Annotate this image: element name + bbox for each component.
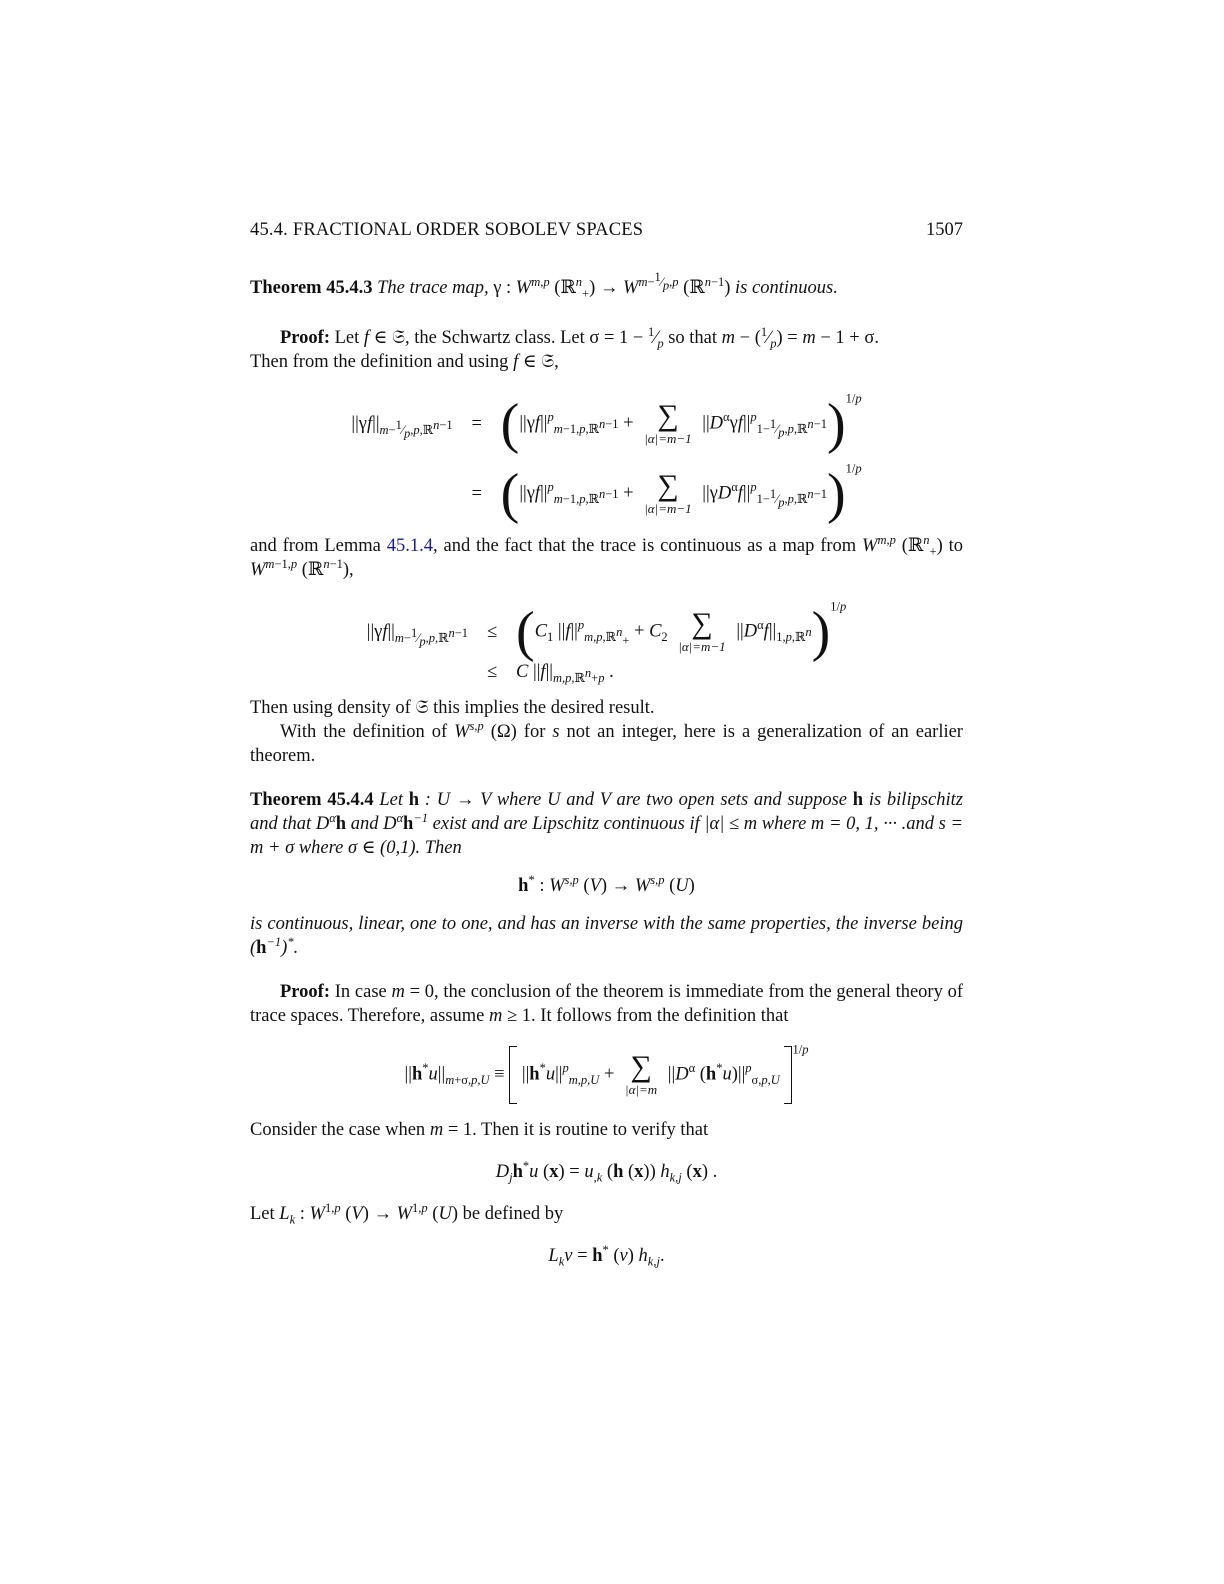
- equation-hstar-norm: $||h^*u||_{m+\sigma,p,U} \equiv ||h^*u||^p_{m,p,U}$ + ∑ |α|=m $||D^\alpha$ $(h^*u)||^p_{\sigma,p,U}$ $^{1/p}$: [250, 1046, 963, 1104]
- proof-1-line-2: Then from the definition and using f ∈ 𝔖,: [250, 352, 559, 372]
- proof-1-density: Then using density of 𝔖 this implies the desired result.: [250, 698, 655, 718]
- theorem-label: Theorem 45.4.3: [250, 278, 373, 298]
- theorem-45-4-3: Theorem 45.4.3 The trace map, γ : W$^{m,p}$ (ℝ$^n_+$) → $W^{m-^1⁄_p,p}$ (ℝ$^{n-1}$) is continuous.: [250, 269, 838, 301]
- section-title: 45.4. FRACTIONAL ORDER SOBOLEV SPACES: [250, 220, 644, 240]
- transition-paragraph: With the definition of W$^{s,p}$ (Ω) for s not an integer, here is a generalization of an earlier theorem.: [250, 718, 963, 766]
- lemma-link[interactable]: 45.1.4: [386, 536, 433, 556]
- proof-2-intro: Proof: In case m = 0, the conclusion of the theorem is immediate from the general theory of trace spaces. Therefore, assume m ≥ 1. It follows from the definition that: [250, 982, 963, 1026]
- theorem-45-4-4: Theorem 45.4.4 Let h : U → V where U and V are two open sets and suppose h is bilipschitz and that $D^\alpha h$ and $D^\alpha h^{-1}$ exist and are Lipschitz continuous if |α| ≤ m where m = 0, 1, ··· .and s = m + σ where σ ∈ (0,1). Then: [250, 790, 963, 858]
- theorem-label: Theorem 45.4.4: [250, 790, 374, 810]
- page: [250, 218, 963, 1286]
- theorem-2-display: h* : W$^{s,p}$ (V) → W$^{s,p}$ (U): [518, 872, 695, 896]
- page-number: 1507: [926, 220, 963, 240]
- proof-label: Proof:: [280, 328, 330, 348]
- equation-trace-norm: $||\gamma f||_{m-^1⁄_p,p,ℝ^{n-1}}$ = ($||\gamma f||^p_{m-1,p,ℝ^{n-1}}$ + ∑ |α|=m−1 $||D^\alpha\gamma f||^p_{1-^1⁄_p,p,ℝ^{n-1}})^{1/p}$ = ($||\gamma f||^p_{m-1,p,ℝ^{n-1}}$ + ∑ |α|=m−1 $||\gamma D^\alpha f||^p_{1-^1⁄_p,p,ℝ^{n-1}})^{1/p}$: [351, 391, 862, 525]
- equation-derivative: $D_jh^*u$ $(x) = u_{,k}$ (h (x)) $h_{k,j}$ (x) .: [495, 1158, 718, 1185]
- proof-2-let-lk: Let $L_k$ : W$^{1,p}$ (V) → W$^{1,p}$ (U) be defined by: [250, 1200, 564, 1227]
- proof-1-lemma-line: and from Lemma 45.1.4, and the fact that the trace is continuous as a map from W$^{m,p}$ (ℝ$^n_+$) to $W^{m-1,p}$ (ℝ$^{n-1}$),: [250, 532, 963, 580]
- running-header: [250, 218, 963, 242]
- equation-trace-bound: $||\gamma f||_{m-^1⁄_p,p,ℝ^{n-1}}$ ≤ ($C_1$ $||f||^p_{m,p,ℝ^n_+} + C_2$ ∑ |α|=m−1 $||D^\alpha f||_{1,p,ℝ^n})^{1/p}$ ≤ C $||f||_{m,p,ℝ^n+p}$ .: [366, 599, 847, 685]
- proof-label: Proof:: [280, 982, 330, 1002]
- theorem-2-conclusion: is continuous, linear, one to one, and has an inverse with the same properties, the inverse being $(h^{-1})^*$.: [250, 914, 963, 958]
- proof-2-case: Consider the case when m = 1. Then it is routine to verify that: [250, 1120, 709, 1140]
- equation-lk: $L_kv = h^*$ (v) $h_{k,j}$.: [548, 1242, 665, 1269]
- proof-1-intro: Proof: Let f ∈ 𝔖, the Schwartz class. Let $\sigma = 1 - ^1⁄_p$ so that $m - (^1⁄_p) = m - 1 + \sigma$.: [280, 324, 879, 351]
